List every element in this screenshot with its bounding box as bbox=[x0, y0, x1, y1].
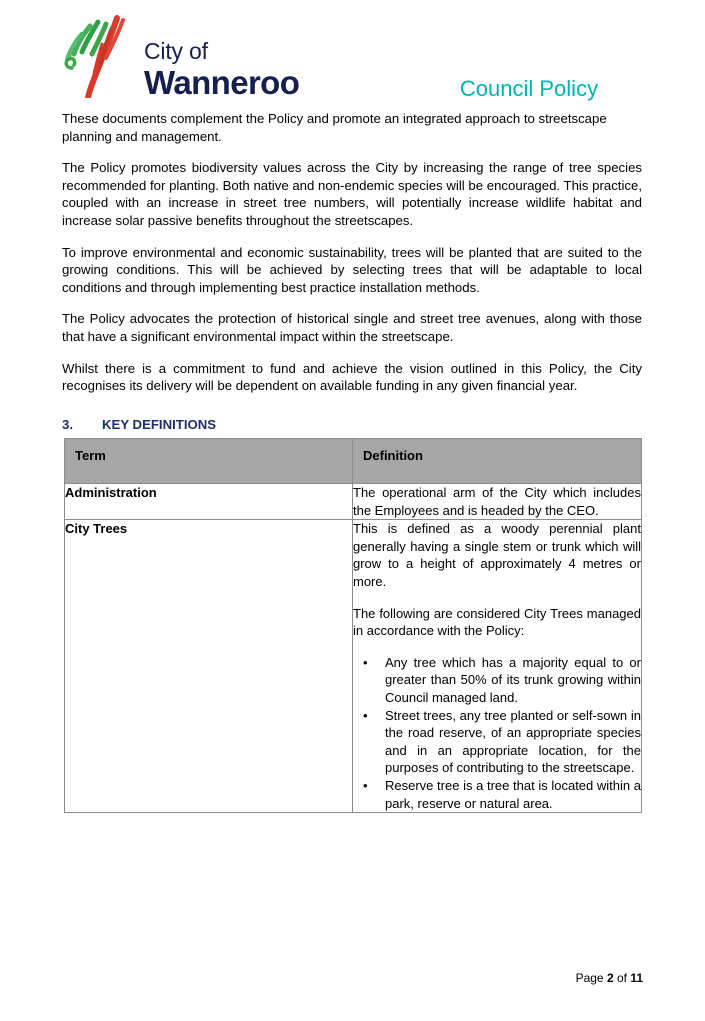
section-number: 3. bbox=[62, 416, 73, 432]
bullet-item: • Reserve tree is a tree that is located within a park, reserve or natural area. bbox=[385, 777, 641, 812]
section-title: KEY DEFINITIONS bbox=[102, 416, 217, 432]
definition-paragraph: The operational arm of the City which includes the Employees and is headed by the CEO. bbox=[353, 485, 641, 518]
document-body bbox=[62, 110, 642, 432]
page-number-label bbox=[576, 971, 643, 985]
page-middle-text: of bbox=[613, 971, 631, 985]
logo-wanneroo-text: Wanneroo bbox=[144, 64, 300, 101]
definition-bullet-list bbox=[353, 654, 641, 812]
page-current-number: 2 bbox=[606, 971, 614, 985]
table-row bbox=[65, 520, 642, 813]
paragraph: Whilst there is a commitment to fund and achieve the vision outlined in this Policy, the City recognises its delivery will be dependent on available funding in any given financial year. bbox=[62, 360, 642, 394]
definition-cell bbox=[353, 520, 642, 813]
paragraph: These documents complement the Policy and promote an integrated approach to streetscape planning and management. bbox=[62, 111, 607, 144]
term-cell: Administration bbox=[65, 484, 353, 520]
logo-wordmark bbox=[144, 40, 364, 99]
paragraph: The Policy promotes biodiversity values across the City by increasing the range of tree species recommended for planting. Both native and non-endemic species will be encouraged. This practice, coupled with an increase in street tree numbers, will potentially increase wildlife habitat and increase solar passive benefits throughout the streetscapes. bbox=[62, 160, 642, 228]
term-cell: City Trees bbox=[65, 520, 353, 813]
kangaroo-paw-logo-icon bbox=[62, 14, 134, 98]
column-header-definition: Definition bbox=[353, 439, 642, 484]
paragraph: The Policy advocates the protection of historical single and street tree avenues, along with those that have a significant environmental impact within the streetscape. bbox=[62, 311, 642, 344]
table-row bbox=[65, 484, 642, 520]
definition-paragraph: This is defined as a woody perennial plant generally having a single stem or trunk which will grow to a height of approximately 4 metres or more. bbox=[353, 521, 641, 589]
paragraph: To improve environmental and economic sustainability, trees will be planted that are suited to the growing conditions. This will be achieved by selecting trees that will be adaptable to local conditions and through implementing best practice installation methods. bbox=[62, 244, 642, 295]
bullet-item: • Any tree which has a majority equal to or greater than 50% of its trunk growing within Council managed land. bbox=[385, 654, 641, 707]
city-of-wanneroo-logo bbox=[62, 14, 362, 104]
page-header bbox=[0, 0, 705, 108]
document-type-heading: Council Policy bbox=[459, 76, 599, 101]
page-total-number: 11 bbox=[630, 971, 643, 985]
table-header-row bbox=[65, 439, 642, 484]
section-heading bbox=[62, 417, 642, 432]
bullet-item: • Street trees, any tree planted or self-sown in the road reserve, of an appropriate species and in an appropriate location, for the purposes of contributing to the streetscape. bbox=[385, 707, 641, 777]
logo-city-text: City of bbox=[144, 38, 208, 64]
column-header-term: Term bbox=[65, 439, 353, 484]
definition-cell bbox=[353, 484, 642, 520]
definition-paragraph: The following are considered City Trees managed in accordance with the Policy: bbox=[353, 605, 641, 639]
key-definitions-table bbox=[64, 438, 642, 813]
page-prefix-text: Page bbox=[575, 971, 607, 985]
